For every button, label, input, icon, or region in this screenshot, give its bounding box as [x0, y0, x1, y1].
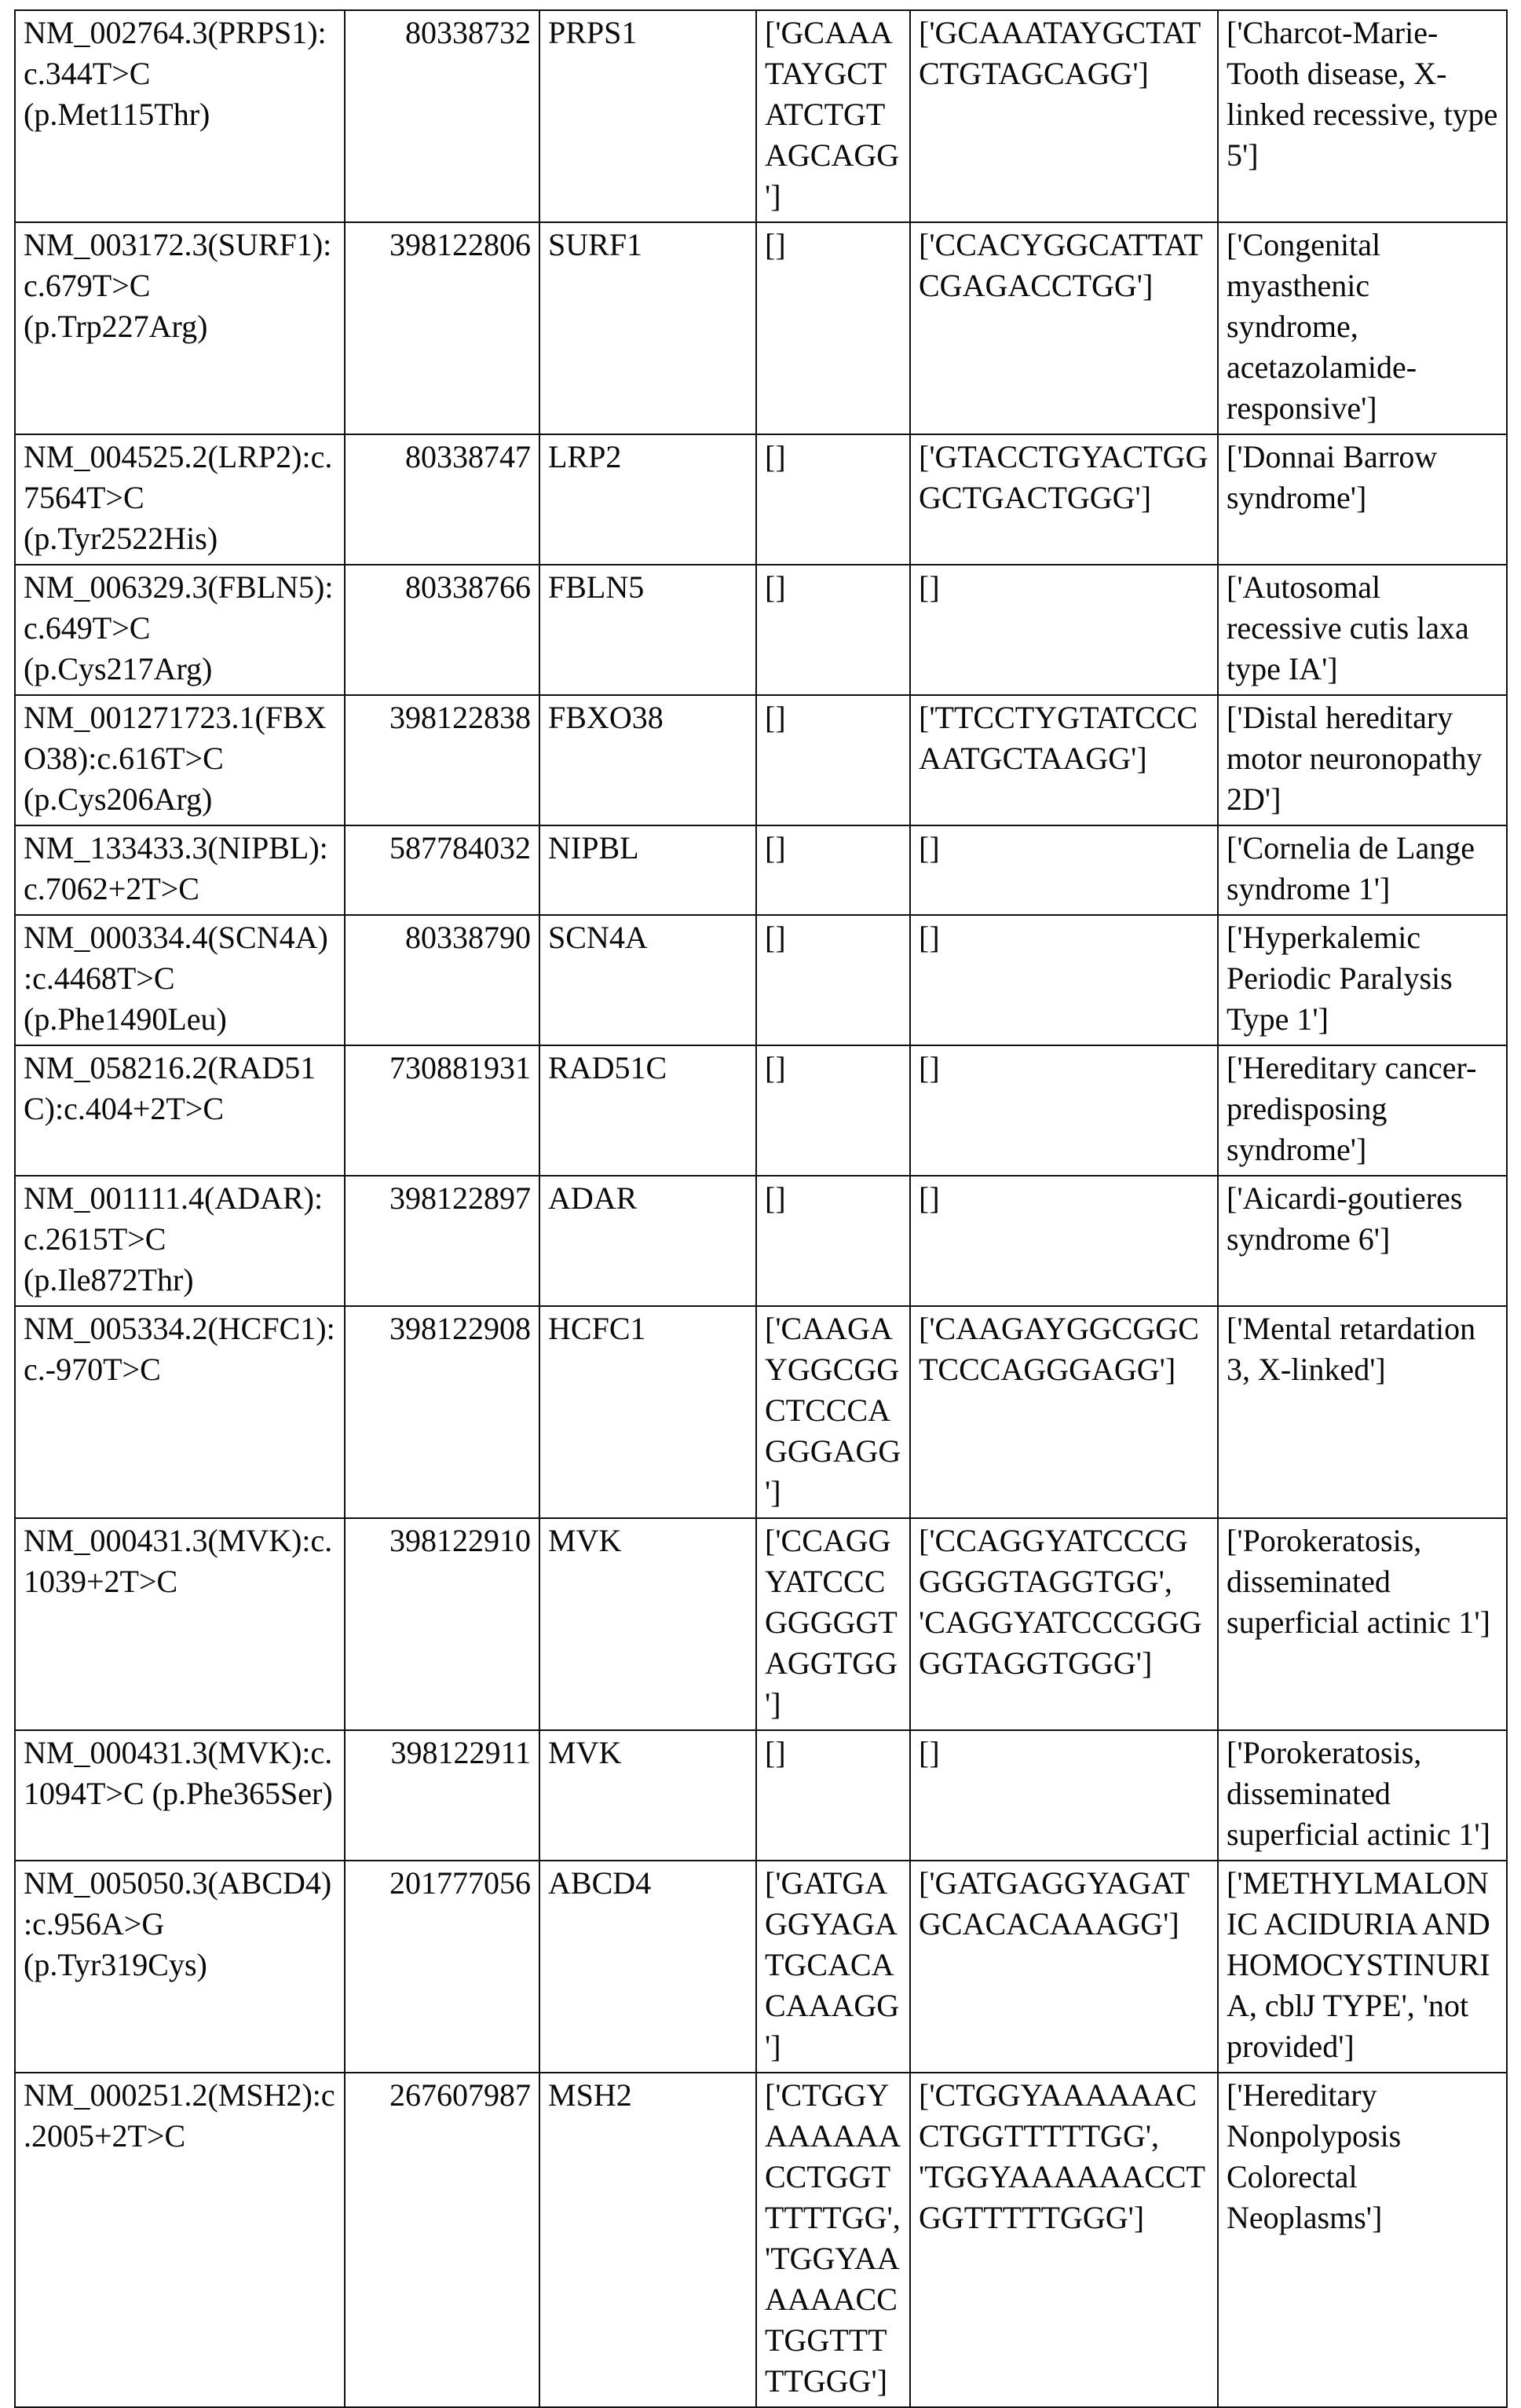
rsid-cell: 80338732 [345, 10, 539, 222]
gene-cell: NIPBL [539, 825, 756, 915]
sequence-list-b-cell: ['CCACYGGCATTATCGAGACCTGG'] [910, 222, 1218, 434]
rsid-cell: 267607987 [345, 2073, 539, 2407]
table-body [15, 10, 1507, 2407]
sequence-list-b-cell: [] [910, 1176, 1218, 1306]
gene-cell: MSH2 [539, 2073, 756, 2407]
variant-cell: NM_133433.3(NIPBL):c.7062+2T>C [15, 825, 345, 915]
condition-cell: ['Autosomal recessive cutis laxa type IA'] [1218, 565, 1507, 695]
condition-cell: ['Donnai Barrow syndrome'] [1218, 434, 1507, 565]
table-row [15, 565, 1507, 695]
sequence-list-b-cell: [] [910, 565, 1218, 695]
table-row [15, 434, 1507, 565]
variant-cell: NM_000334.4(SCN4A):c.4468T>C (p.Phe1490Leu) [15, 915, 345, 1045]
sequence-list-a-cell: ['CAAGAYGGCGGCTCCCAGGGAGG'] [756, 1306, 910, 1518]
rsid-cell: 398122910 [345, 1518, 539, 1730]
variant-cell: NM_006329.3(FBLN5):c.649T>C (p.Cys217Arg) [15, 565, 345, 695]
table-row [15, 1045, 1507, 1176]
sequence-list-a-cell: ['CCAGGYATCCCGGGGGTAGGTGG'] [756, 1518, 910, 1730]
sequence-list-b-cell: ['CAAGAYGGCGGCTCCCAGGGAGG'] [910, 1306, 1218, 1518]
gene-cell: ABCD4 [539, 1861, 756, 2073]
sequence-list-a-cell: [] [756, 1176, 910, 1306]
rsid-cell: 730881931 [345, 1045, 539, 1176]
sequence-list-a-cell: [] [756, 434, 910, 565]
table-row [15, 1306, 1507, 1518]
sequence-list-b-cell: [] [910, 915, 1218, 1045]
variant-cell: NM_002764.3(PRPS1):c.344T>C (p.Met115Thr) [15, 10, 345, 222]
sequence-list-b-cell: ['GCAAATAYGCTATCTGTAGCAGG'] [910, 10, 1218, 222]
variant-cell: NM_003172.3(SURF1):c.679T>C (p.Trp227Arg) [15, 222, 345, 434]
variant-cell: NM_000251.2(MSH2):c.2005+2T>C [15, 2073, 345, 2407]
variant-table [14, 9, 1508, 2408]
variant-cell: NM_005050.3(ABCD4):c.956A>G (p.Tyr319Cys) [15, 1861, 345, 2073]
condition-cell: ['METHYLMALONIC ACIDURIA AND HOMOCYSTINURIA, cblJ TYPE', 'not provided'] [1218, 1861, 1507, 2073]
gene-cell: FBLN5 [539, 565, 756, 695]
sequence-list-a-cell: [] [756, 1730, 910, 1861]
rsid-cell: 398122838 [345, 695, 539, 825]
condition-cell: ['Hereditary Nonpolyposis Colorectal Neoplasms'] [1218, 2073, 1507, 2407]
condition-cell: ['Porokeratosis, disseminated superficial actinic 1'] [1218, 1518, 1507, 1730]
sequence-list-b-cell: [] [910, 1045, 1218, 1176]
sequence-list-b-cell: ['CTGGYAAAAAACCTGGTTTTTGG', 'TGGYAAAAAACCTGGTTTTTGGG'] [910, 2073, 1218, 2407]
sequence-list-b-cell: ['GATGAGGYAGATGCACACAAAGG'] [910, 1861, 1218, 2073]
variant-cell: NM_001111.4(ADAR):c.2615T>C (p.Ile872Thr) [15, 1176, 345, 1306]
sequence-list-b-cell: ['CCAGGYATCCCGGGGGTAGGTGG', 'CAGGYATCCCGGGGGTAGGTGGG'] [910, 1518, 1218, 1730]
variant-cell: NM_004525.2(LRP2):c.7564T>C (p.Tyr2522His) [15, 434, 345, 565]
table-row [15, 1176, 1507, 1306]
rsid-cell: 80338790 [345, 915, 539, 1045]
gene-cell: ADAR [539, 1176, 756, 1306]
condition-cell: ['Distal hereditary motor neuronopathy 2D'] [1218, 695, 1507, 825]
table-row [15, 695, 1507, 825]
variant-cell: NM_000431.3(MVK):c.1039+2T>C [15, 1518, 345, 1730]
condition-cell: ['Mental retardation 3, X-linked'] [1218, 1306, 1507, 1518]
sequence-list-a-cell: ['CTGGYAAAAAACCTGGTTTTTGG', 'TGGYAAAAAACCTGGTTTTTGGG'] [756, 2073, 910, 2407]
table-row [15, 825, 1507, 915]
variant-cell: NM_005334.2(HCFC1):c.-970T>C [15, 1306, 345, 1518]
condition-cell: ['Hereditary cancer-predisposing syndrome'] [1218, 1045, 1507, 1176]
variant-cell: NM_058216.2(RAD51C):c.404+2T>C [15, 1045, 345, 1176]
variant-cell: NM_000431.3(MVK):c.1094T>C (p.Phe365Ser) [15, 1730, 345, 1861]
gene-cell: RAD51C [539, 1045, 756, 1176]
table-row [15, 222, 1507, 434]
sequence-list-a-cell: [] [756, 695, 910, 825]
rsid-cell: 398122897 [345, 1176, 539, 1306]
gene-cell: PRPS1 [539, 10, 756, 222]
sequence-list-b-cell: [] [910, 1730, 1218, 1861]
gene-cell: SURF1 [539, 222, 756, 434]
sequence-list-a-cell: [] [756, 825, 910, 915]
gene-cell: HCFC1 [539, 1306, 756, 1518]
table-row [15, 1730, 1507, 1861]
rsid-cell: 398122908 [345, 1306, 539, 1518]
rsid-cell: 398122806 [345, 222, 539, 434]
sequence-list-a-cell: [] [756, 915, 910, 1045]
sequence-list-a-cell: ['GCAAATAYGCTATCTGTAGCAGG'] [756, 10, 910, 222]
condition-cell: ['Aicardi-goutieres syndrome 6'] [1218, 1176, 1507, 1306]
condition-cell: ['Charcot-Marie-Tooth disease, X-linked recessive, type 5'] [1218, 10, 1507, 222]
gene-cell: MVK [539, 1518, 756, 1730]
gene-cell: MVK [539, 1730, 756, 1861]
rsid-cell: 80338747 [345, 434, 539, 565]
sequence-list-b-cell: [] [910, 825, 1218, 915]
gene-cell: FBXO38 [539, 695, 756, 825]
sequence-list-a-cell: ['GATGAGGYAGATGCACACAAAGG'] [756, 1861, 910, 2073]
table-row [15, 1861, 1507, 2073]
rsid-cell: 398122911 [345, 1730, 539, 1861]
rsid-cell: 80338766 [345, 565, 539, 695]
condition-cell: ['Porokeratosis, disseminated superficial actinic 1'] [1218, 1730, 1507, 1861]
table-row [15, 2073, 1507, 2407]
condition-cell: ['Cornelia de Lange syndrome 1'] [1218, 825, 1507, 915]
condition-cell: ['Congenital myasthenic syndrome, acetazolamide-responsive'] [1218, 222, 1507, 434]
table-row [15, 10, 1507, 222]
sequence-list-a-cell: [] [756, 1045, 910, 1176]
gene-cell: LRP2 [539, 434, 756, 565]
sequence-list-a-cell: [] [756, 565, 910, 695]
condition-cell: ['Hyperkalemic Periodic Paralysis Type 1'] [1218, 915, 1507, 1045]
table-row [15, 915, 1507, 1045]
sequence-list-a-cell: [] [756, 222, 910, 434]
gene-cell: SCN4A [539, 915, 756, 1045]
variant-cell: NM_001271723.1(FBXO38):c.616T>C (p.Cys206Arg) [15, 695, 345, 825]
sequence-list-b-cell: ['GTACCTGYACTGGGCTGACTGGG'] [910, 434, 1218, 565]
rsid-cell: 587784032 [345, 825, 539, 915]
sequence-list-b-cell: ['TTCCTYGTATCCCAATGCTAAGG'] [910, 695, 1218, 825]
table-row [15, 1518, 1507, 1730]
rsid-cell: 201777056 [345, 1861, 539, 2073]
